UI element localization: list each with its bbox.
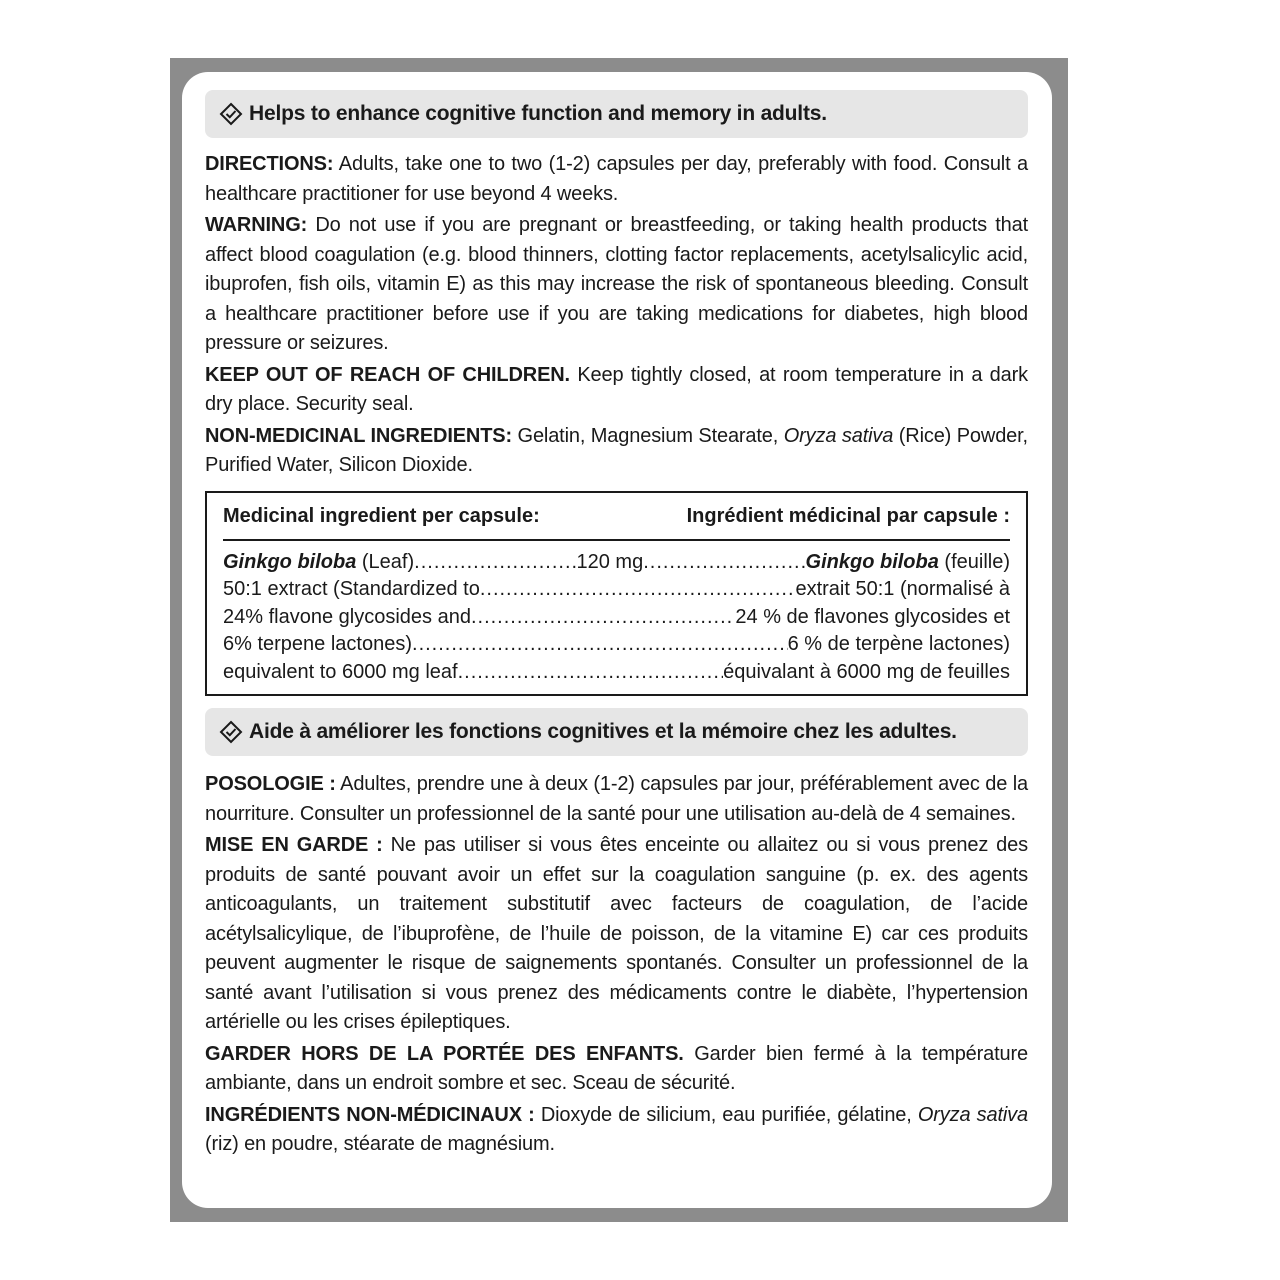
row-left-italic: Ginkgo biloba [223,550,357,573]
row-right-italic: Ginkgo biloba [805,550,939,573]
mise-en-garde-text: Ne pas utiliser si vous êtes enceinte ou allaitez ou si vous prenez des produits de santé pouvant avoir un effet sur la coagulation sanguine (p. ex. des agents anticoagulants, un traitement substitutif avec facteurs de coagulation, de l’acide acétylsalicylique, de l’ibuprofène, de l’huile de poisson, de la vitamine E) car ces produits peuvent augmenter le risque de saignements spontanés. Consulter un professionnel de la santé avant l’utilisation si vous prenez des médicaments contre le diabète, l’hypertension artérielle ou les crises épileptiques. [205,834,1028,1033]
posologie-text: Adultes, prendre une à deux (1-2) capsules par jour, préférablement avec de la nourriture. Consulter un professionnel de la santé pour une utilisation au-delà de 4 semaines. [205,773,1028,825]
row-left: 50:1 extract (Standardized to [223,578,480,600]
row-right [806,549,1010,577]
non-medicinal-text-1: Gelatin, Magnesium Stearate, [517,424,779,447]
row-leader-dots [643,549,805,577]
ingredients-non-medicinaux-text-2: (riz) en poudre, stéarate de magnésium. [205,1133,555,1155]
mise-en-garde-label: MISE EN GARDE : [205,834,383,856]
non-medicinal-paragraph [205,422,1028,481]
row-right: extrait 50:1 (normalisé à [795,578,1010,600]
medicinal-ingredient-table [205,491,1028,697]
row-leader-dots [458,659,724,687]
english-claim-banner [205,90,1028,138]
non-medicinal-text-2: (Rice) Powder, Purified Water, Silicon Dioxide. [205,424,1028,476]
row-left: equivalent to 6000 mg leaf [223,660,458,683]
row-left: 6% terpene lactones) [223,633,413,655]
english-section [205,150,1028,481]
table-body [223,541,1010,687]
table-header-english: Medicinal ingredient per capsule: [223,504,540,527]
row-left [223,549,414,577]
row-right: 24 % de flavones glycosides et [735,605,1010,628]
table-header [223,501,1010,541]
non-medicinal-label: NON-MEDICINAL INGREDIENTS: [205,424,512,447]
ingredients-non-medicinaux-italic: Oryza sativa [917,1103,1029,1126]
row-amount: 120 mg [576,550,644,573]
directions-text: Adults, take one to two (1-2) capsules per day, preferably with food. Consult a healthcare practitioner for use beyond 4 weeks. [205,153,1028,205]
keep-away-label: KEEP OUT OF REACH OF CHILDREN. [205,363,570,386]
row-leader-dots [414,549,576,577]
diamond-check-icon [219,720,243,744]
label-content [205,90,1028,1160]
row-right: 6 % de terpène lactones) [787,633,1010,655]
warning-paragraph [205,211,1028,359]
row-left-text: (Leaf) [356,550,415,573]
table-row [223,631,1010,659]
keep-away-paragraph [205,361,1028,420]
posologie-paragraph [205,770,1028,829]
table-row [223,576,1010,604]
directions-label: DIRECTIONS: [205,153,334,175]
row-leader-dots [412,631,788,659]
ingredients-non-medicinaux-label: INGRÉDIENTS NON-MÉDICINAUX : [205,1103,535,1126]
mise-en-garde-paragraph [205,831,1028,1038]
warning-label: WARNING: [205,214,308,236]
table-row [223,604,1010,632]
warning-text: Do not use if you are pregnant or breastfeeding, or taking health products that affect blood coagulation (e.g. blood thinners, clotting factor replacements, acetylsalicylic acid, ibuprofen, fish oils, vitamin E) as this may increase the risk of spontaneous bleeding. Consult a healthcare practitioner before use if you are taking medications for diabetes, high blood pressure or seizures. [205,214,1028,354]
french-claim-text: Aide à améliorer les fonctions cognitives et la mémoire chez les adultes. [249,720,957,743]
ingredients-non-medicinaux-paragraph [205,1101,1028,1160]
ingredients-non-medicinaux-text-1: Dioxyde de silicium, eau purifiée, gélatine, [540,1103,912,1126]
diamond-check-icon [219,102,243,126]
non-medicinal-italic: Oryza sativa [783,424,894,447]
table-header-french: Ingrédient médicinal par capsule : [686,504,1010,527]
posologie-label: POSOLOGIE : [205,773,336,795]
english-claim-text: Helps to enhance cognitive function and memory in adults. [249,102,827,125]
table-row [223,549,1010,577]
french-section [205,770,1028,1160]
row-right: équivalant à 6000 mg de feuilles [723,660,1010,683]
garder-label: GARDER HORS DE LA PORTÉE DES ENFANTS. [205,1042,684,1065]
keep-away-text: Keep tightly closed, at room temperature in a dark dry place. Security seal. [205,363,1028,415]
row-right-text: (feuille) [938,550,1011,573]
row-leader-dots [480,576,796,604]
directions-paragraph [205,150,1028,209]
row-leader-dots [471,604,735,632]
french-claim-banner [205,708,1028,756]
garder-paragraph [205,1040,1028,1099]
table-row [223,659,1010,687]
garder-text: Garder bien fermé à la température ambiante, dans un endroit sombre et sec. Sceau de sécurité. [205,1042,1028,1094]
row-left: 24% flavone glycosides and [223,605,471,628]
